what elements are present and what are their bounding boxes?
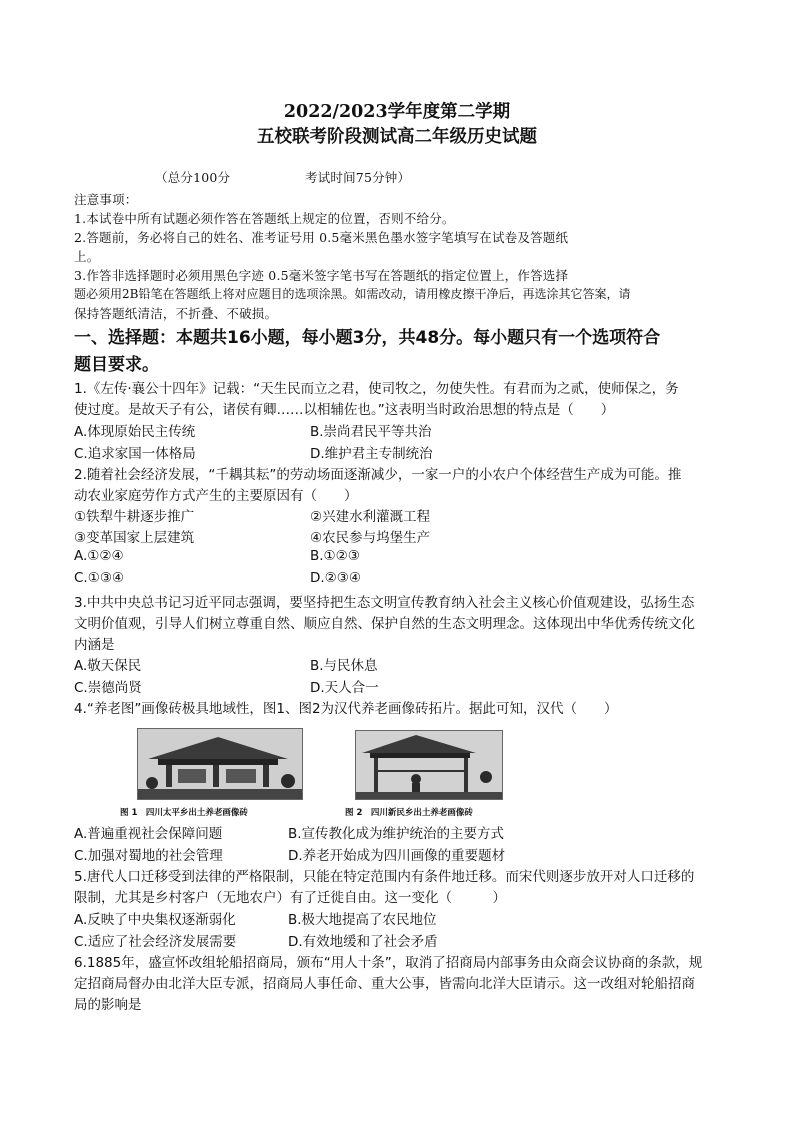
- figure-1-caption: 图 1 四川太平乡出土养老画像砖: [120, 808, 248, 818]
- q3-option-d: D.天人合一: [310, 680, 379, 696]
- q4-option-b: B.宣传教化成为维护统治的主要方式: [288, 826, 505, 842]
- question-3-stem: 文明价值观，引导人们树立尊重自然、顺应自然、保护自然的生态文明理念。这体现出中华优秀传统文化: [74, 616, 695, 632]
- exam-title-subject: 五校联考阶段测试高二年级历史试题: [257, 127, 537, 147]
- section-heading-cont: 题目要求。: [74, 355, 159, 375]
- notes-line: 3.作答非选择题时必须用黑色字迹 0.5毫米签字笔书写在答题纸的指定位置上，作答选择: [74, 268, 569, 283]
- question-6-stem: 局的影响是: [74, 997, 142, 1013]
- total-score: （总分100分: [155, 170, 231, 185]
- q2-item-2: ②兴建水利灌溉工程: [310, 509, 431, 525]
- q2-option-a: A.①②④: [74, 548, 124, 564]
- q4-option-a: A.普遍重视社会保障问题: [74, 826, 223, 842]
- q3-option-a: A.敬天保民: [74, 658, 142, 674]
- q5-option-c: C.适应了社会经济发展需要: [74, 934, 237, 950]
- q5-option-d: D.有效地缓和了社会矛盾: [288, 934, 438, 950]
- q2-item-3: ③变革国家上层建筑: [74, 530, 195, 546]
- q1-option-d: D.维护君主专制统治: [310, 446, 433, 462]
- figure-1-brick-rubbing: [137, 728, 303, 800]
- question-3-stem: 3.中共中央总书记习近平同志强调，要坚持把生态文明宣传教育纳入社会主义核心价值观建设，弘扬生态: [74, 595, 695, 611]
- q3-option-c: C.崇德尚贤: [74, 680, 142, 696]
- notes-line: 2.答题前，务必将自己的姓名、准考证号用 0.5毫米黑色墨水签字笔填写在试卷及答题纸: [74, 230, 569, 245]
- q2-option-d: D.②③④: [310, 570, 361, 586]
- question-6-stem: 6.1885年，盛宣怀改组轮船招商局，颁布“用人十条”，取消了招商局内部事务由众商会议协商的条款，规: [74, 955, 703, 971]
- q2-option-c: C.①③④: [74, 570, 125, 586]
- question-5-stem: 5.唐代人口迁移受到法律的严格限制，只能在特定范围内有条件地迁移。而宋代则逐步放开对人口迁移的: [74, 869, 695, 885]
- q2-item-4: ④农民参与坞堡生产: [310, 530, 431, 546]
- figure-2-caption: 图 2 四川新民乡出土养老画像砖: [345, 808, 473, 818]
- q5-option-a: A.反映了中央集权逐渐弱化: [74, 912, 236, 928]
- figure-2-drawing: [356, 731, 502, 799]
- q4-option-c: C.加强对蜀地的社会管理: [74, 848, 223, 864]
- notes-heading: 注意事项：: [74, 192, 138, 207]
- q5-option-b: B.极大地提高了农民地位: [288, 912, 437, 928]
- exam-time: 考试时间75分钟）: [305, 170, 411, 185]
- question-3-stem: 内涵是: [74, 637, 115, 653]
- notes-line: 保持答题纸清洁，不折叠、不破损。: [74, 306, 278, 321]
- exam-title-term: 2022/2023学年度第二学期: [283, 102, 511, 122]
- notes-line: 1.本试卷中所有试题必须作答在答题纸上规定的位置，否则不给分。: [74, 211, 455, 226]
- question-2-stem: 动农业家庭劳作方式产生的主要原因有（ ）: [74, 488, 358, 504]
- question-6-stem: 定招商局督办由北洋大臣专派，招商局人事任命、重大公事，皆需向北洋大臣请示。这一改组对轮船招商: [74, 976, 695, 992]
- question-1-stem: 使过度。是故天子有公，诸侯有卿……以相辅佐也。”这表明当时政治思想的特点是（ ）: [74, 402, 615, 418]
- notes-line: 上。: [74, 249, 100, 264]
- q1-option-a: A.体现原始民主传统: [74, 424, 196, 440]
- question-4-stem: 4.“养老图”画像砖极具地域性，图1、图2为汉代养老画像砖拓片。据此可知，汉代（ ）: [74, 701, 618, 717]
- question-2-stem: 2.随着社会经济发展，“千耦其耘”的劳动场面逐渐减少，一家一户的小农户个体经营生产成为可能。推: [74, 467, 682, 483]
- q2-item-1: ①铁犁牛耕逐步推广: [74, 509, 195, 525]
- notes-line: 题必须用2B铅笔在答题纸上将对应题目的选项涂黑。如需改动，请用橡皮擦干净后，再选涂其它答案，请: [74, 287, 631, 301]
- q3-option-b: B.与民休息: [310, 658, 378, 674]
- q2-option-b: B.①②③: [310, 548, 360, 564]
- q4-option-d: D.养老开始成为四川画像的重要题材: [288, 848, 506, 864]
- q1-option-c: C.追求家国一体格局: [74, 446, 196, 462]
- figure-1-drawing: [138, 729, 302, 799]
- question-5-stem: 限制，尤其是乡村客户（无地农户）有了迁徙自由。这一变化（ ）: [74, 890, 506, 906]
- question-1-stem: 1.《左传·襄公十四年》记载：“天生民而立之君，使司牧之，勿使失性。有君而为之贰，使师保之，务: [74, 381, 679, 397]
- figure-2-brick-rubbing: [355, 730, 503, 800]
- section-heading: 一、选择题：本题共16小题，每小题3分，共48分。每小题只有一个选项符合: [74, 328, 661, 348]
- q1-option-b: B.崇尚君民平等共治: [310, 424, 432, 440]
